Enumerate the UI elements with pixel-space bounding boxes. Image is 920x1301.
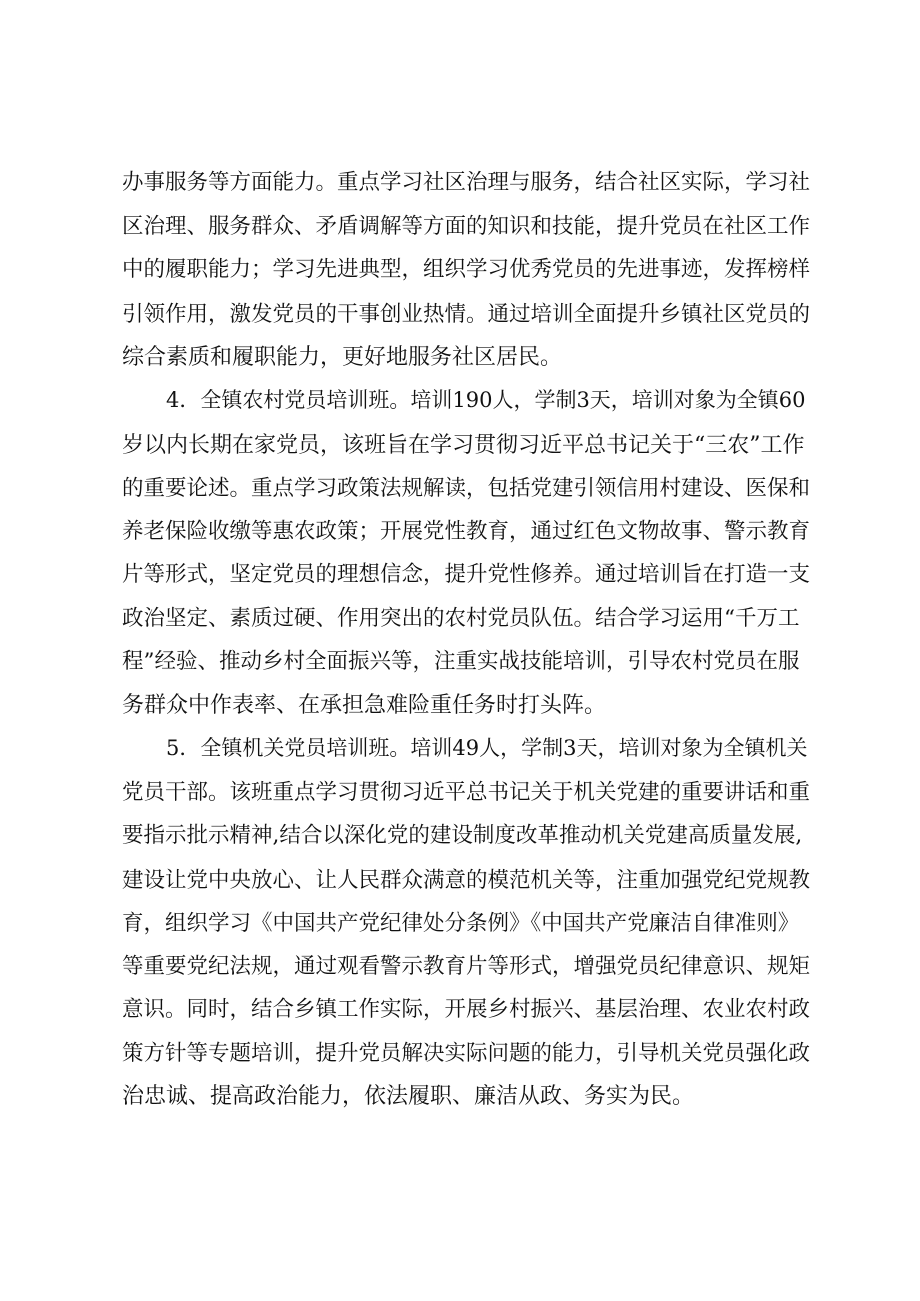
text-line: 综合素质和履职能力，更好地服务社区居民。 [122, 345, 563, 370]
text-line: 区治理、服务群众、矛盾调解等方面的知识和技能，提升党员在社区工作 [122, 214, 811, 239]
text-line: 岁以内长期在家党员，该班旨在学习贯彻习近平总书记关于“三农”工作 [122, 433, 805, 458]
text-line: 的重要论述。重点学习政策法规解读，包括党建引领信用村建设、医保和 [122, 476, 811, 501]
text-line: 意识。同时，结合乡镇工作实际，开展乡村振兴、基层治理、农业农村政 [122, 997, 811, 1022]
text-line: 程”经验、推动乡村全面振兴等，注重实战技能培训，引导农村党员在服 [122, 649, 800, 674]
text-line: 等重要党纪法规，通过观看警示教育片等形式，增强党员纪律意识、规矩 [122, 954, 811, 979]
text-line: 引领作用，激发党员的干事创业热情。通过培训全面提升乡镇社区党员的 [122, 302, 811, 327]
text-line: 要指示批示精神,结合以深化党的建设制度改革推动机关党建高质量发展, [122, 823, 803, 848]
text-line: 建设让党中央放心、让人民群众满意的模范机关等，注重加强党纪党规教 [122, 868, 811, 893]
text-line: 办事服务等方面能力。重点学习社区治理与服务，结合社区实际，学习社 [122, 170, 811, 195]
text-line: 策方针等专题培训，提升党员解决实际问题的能力，引导机关党员强化政 [122, 1041, 811, 1066]
text-line: 5．全镇机关党员培训班。培训49人，学制3天，培训对象为全镇机关 [166, 736, 808, 760]
text-line: 育，组织学习《中国共产党纪律处分条例》《中国共产党廉洁自律准则》 [122, 911, 800, 936]
text-line: 中的履职能力；学习先进典型，组织学习优秀党员的先进事迹，发挥榜样 [122, 257, 811, 282]
text-line: 务群众中作表率、在承担急难险重任务时打头阵。 [122, 693, 607, 718]
text-line: 片等形式，坚定党员的理想信念，提升党性修养。通过培训旨在打造一支 [122, 562, 811, 587]
text-line: 党员干部。该班重点学习贯彻习近平总书记关于机关党建的重要讲话和重 [122, 780, 811, 805]
text-line: 政治坚定、素质过硬、作用突出的农村党员队伍。结合学习运用“千万工 [122, 606, 800, 631]
text-line: 治忠诚、提高政治能力，依法履职、廉洁从政、务实为民。 [122, 1084, 695, 1109]
text-line: 4．全镇农村党员培训班。培训190人，学制3天，培训对象为全镇60 [166, 388, 806, 412]
text-line: 养老保险收缴等惠农政策；开展党性教育，通过红色文物故事、警示教育 [122, 519, 811, 544]
